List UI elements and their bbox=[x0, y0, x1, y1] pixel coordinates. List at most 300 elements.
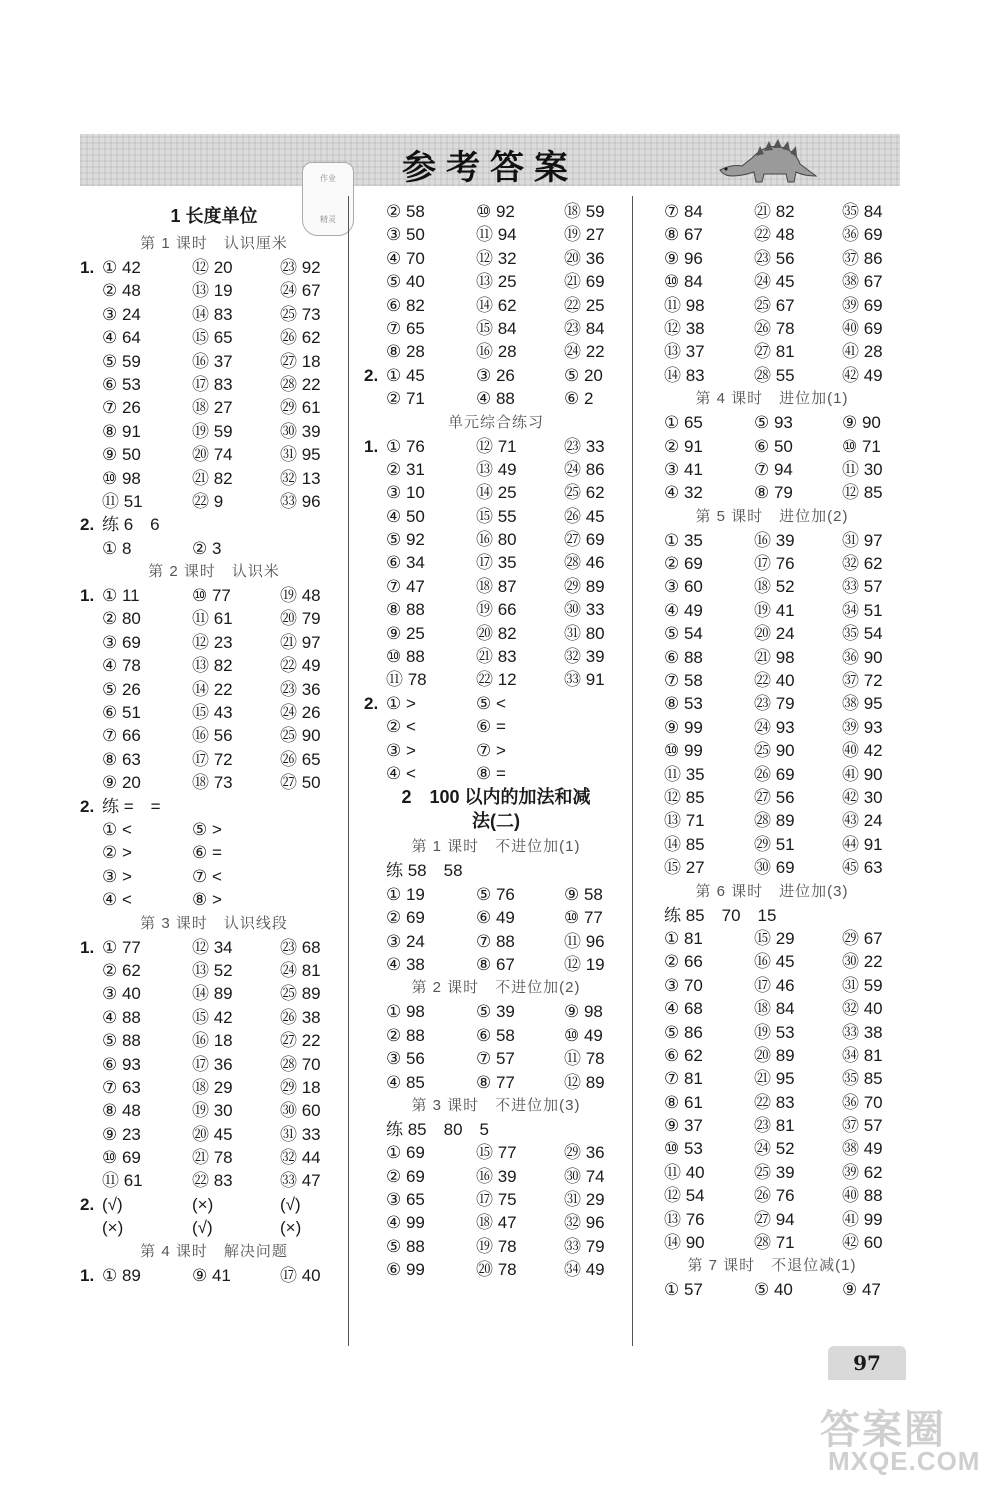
answer-row bbox=[80, 936, 348, 959]
answer-row bbox=[80, 748, 348, 771]
answer-item: ㉗ 81 bbox=[754, 342, 795, 362]
question-number: 2. bbox=[80, 796, 95, 816]
answer-item: ㉒ 12 bbox=[476, 670, 517, 690]
answer-item: ㉚ 69 bbox=[754, 858, 795, 878]
answer-item: ㉝ 91 bbox=[564, 670, 605, 690]
answer-row bbox=[80, 373, 348, 396]
question-number: 1. bbox=[80, 586, 95, 606]
answer-item: ⑬ 25 bbox=[476, 272, 517, 292]
answer-row bbox=[80, 1264, 348, 1287]
answer-row bbox=[80, 841, 348, 864]
answer-item: ㊹ 91 bbox=[842, 834, 883, 854]
answer-item: ㉒ 48 bbox=[754, 225, 795, 245]
answer-item: ⑨ 37 bbox=[664, 1116, 703, 1136]
answer-item: ㉑ 97 bbox=[280, 632, 321, 652]
answer-item: ㊲ 57 bbox=[842, 1116, 883, 1136]
answer-item: ⑦ > bbox=[476, 740, 506, 760]
answer-item: ㉓ 56 bbox=[754, 248, 795, 268]
answer-item: ⑪ 96 bbox=[564, 931, 605, 951]
answer-row bbox=[364, 1188, 628, 1211]
answer-item: ⑯ 80 bbox=[476, 530, 517, 550]
answer-item: ⑩ 77 bbox=[192, 586, 231, 606]
answer-row bbox=[364, 247, 628, 270]
answer-item: ⑮ 27 bbox=[664, 858, 705, 878]
answer-item: ⑤ 93 bbox=[754, 413, 793, 433]
answer-item: ⑳ 79 bbox=[280, 609, 321, 629]
answer-item: ㉑ 95 bbox=[754, 1069, 795, 1089]
answer-item: ㊴ 62 bbox=[842, 1162, 883, 1182]
answer-row bbox=[364, 1211, 628, 1234]
answer-item: ㉚ 74 bbox=[564, 1166, 605, 1186]
answer-item: ⑩ 88 bbox=[386, 647, 425, 667]
answer-item: 练 6 6 bbox=[102, 515, 160, 535]
answer-item: ⑧ 77 bbox=[476, 1072, 515, 1092]
answer-item: ① < bbox=[102, 819, 132, 839]
answer-item: ⑫ 38 bbox=[664, 318, 705, 338]
answer-item: ⑨ 50 bbox=[102, 445, 141, 465]
question-number: 2. bbox=[364, 365, 379, 385]
answer-item: ㉚ 22 bbox=[842, 952, 883, 972]
answer-row bbox=[364, 1000, 628, 1023]
answer-item: ㊲ 72 bbox=[842, 671, 883, 691]
answer-item: ② 88 bbox=[386, 1025, 425, 1045]
answer-item: ⑩ 92 bbox=[476, 202, 515, 221]
answer-item: ② 62 bbox=[102, 960, 141, 980]
answer-item: ⑥ 88 bbox=[664, 647, 703, 667]
question-number: 2. bbox=[364, 693, 379, 713]
answer-item: ④ 70 bbox=[386, 248, 425, 268]
answer-item: ⑦ 81 bbox=[664, 1069, 703, 1089]
answer-item: ③ 41 bbox=[664, 459, 703, 479]
answer-item: ㉔ 52 bbox=[754, 1139, 795, 1159]
answer-row bbox=[642, 692, 902, 715]
answer-row bbox=[364, 340, 628, 363]
answer-item: ⑲ 41 bbox=[754, 600, 795, 620]
answer-item: ⑳ 78 bbox=[476, 1260, 517, 1280]
answer-row bbox=[642, 1184, 902, 1207]
answer-item: ⑨ 47 bbox=[842, 1280, 881, 1300]
answer-row bbox=[80, 1216, 348, 1239]
answer-item: ㉟ 85 bbox=[842, 1069, 883, 1089]
answer-item: ⑤ 26 bbox=[102, 679, 141, 699]
answer-item: ㉟ 84 bbox=[842, 202, 883, 221]
answer-item: ㊺ 63 bbox=[842, 858, 883, 878]
answer-item: ㉖ 45 bbox=[564, 506, 605, 526]
answer-item: ㉑ 98 bbox=[754, 647, 795, 667]
answer-item: ㉖ 69 bbox=[754, 764, 795, 784]
answer-item: ⑬ 52 bbox=[192, 960, 233, 980]
answer-item: ㉔ 86 bbox=[564, 459, 605, 479]
answer-item: ⑦ 57 bbox=[476, 1049, 515, 1069]
answer-row bbox=[642, 1208, 902, 1231]
answer-item: ② 48 bbox=[102, 281, 141, 301]
answer-item: ⑧ 61 bbox=[664, 1092, 703, 1112]
section-title-line: 2 100 以内的加法和减 bbox=[401, 787, 591, 808]
answer-row bbox=[642, 1044, 902, 1067]
question-number: 2. bbox=[80, 515, 95, 535]
question-number: 1. bbox=[80, 1265, 95, 1285]
answer-row bbox=[642, 364, 902, 387]
answer-item: ㉒ 40 bbox=[754, 671, 795, 691]
answer-item: ⑦ 94 bbox=[754, 459, 793, 479]
answer-item: (×) bbox=[280, 1218, 302, 1238]
answer-item: ⑰ 76 bbox=[754, 554, 795, 574]
answer-row bbox=[364, 762, 628, 785]
answer-item: ⑯ 18 bbox=[192, 1031, 233, 1051]
answer-item: ④ 99 bbox=[386, 1213, 425, 1233]
answer-row bbox=[364, 458, 628, 481]
answer-item: ⑨ 90 bbox=[842, 413, 881, 433]
page-number: 97 bbox=[828, 1346, 906, 1380]
answer-row bbox=[642, 1161, 902, 1184]
answer-item: ⑭ 90 bbox=[664, 1233, 705, 1253]
answer-row bbox=[80, 467, 348, 490]
answer-item: (√) bbox=[102, 1194, 123, 1214]
answer-item: ⑦ 58 bbox=[664, 671, 703, 691]
answer-item: ④ 78 bbox=[102, 656, 141, 676]
answer-item: ⑯ 28 bbox=[476, 342, 517, 362]
answer-item: ㉓ 79 bbox=[754, 694, 795, 714]
answer-item: ㉞ 81 bbox=[842, 1045, 883, 1065]
answer-item: ⑤ 54 bbox=[664, 624, 703, 644]
answer-item: ⑭ 85 bbox=[664, 834, 705, 854]
answer-item: ⑪ 98 bbox=[664, 295, 705, 315]
answer-row bbox=[80, 279, 348, 302]
answer-item: ㉒ 83 bbox=[754, 1092, 795, 1112]
answer-item: ⑦ 88 bbox=[476, 931, 515, 951]
answer-item: ㊶ 99 bbox=[842, 1209, 883, 1229]
answer-row bbox=[364, 435, 628, 458]
answer-item: ㊷ 49 bbox=[842, 365, 883, 385]
answer-item: ⑲ 48 bbox=[280, 586, 321, 606]
answer-row bbox=[642, 622, 902, 645]
answer-item: ⑥ 51 bbox=[102, 703, 141, 723]
answer-item: 练 58 58 bbox=[386, 861, 463, 881]
answer-item: ⑱ 73 bbox=[192, 773, 233, 793]
lesson-heading: 第 1 课时 不进位加(1) bbox=[411, 838, 581, 856]
answer-item: ㉑ 82 bbox=[192, 468, 233, 488]
answer-item: 练 85 80 5 bbox=[386, 1119, 489, 1139]
answer-row bbox=[80, 513, 348, 536]
answer-row bbox=[642, 809, 902, 832]
answer-item: ㉜ 96 bbox=[564, 1213, 605, 1233]
answer-row bbox=[642, 1231, 902, 1254]
answer-item: ⑭ 89 bbox=[192, 984, 233, 1004]
answer-item: ③ 26 bbox=[476, 365, 515, 385]
question-number: 1. bbox=[80, 258, 95, 277]
answer-item: ② > bbox=[102, 843, 132, 863]
watermark-url: MXQE.COM bbox=[828, 1446, 981, 1476]
answer-item: ㊷ 30 bbox=[842, 787, 883, 807]
answer-row bbox=[80, 1146, 348, 1169]
answer-item: ⑥ 99 bbox=[386, 1260, 425, 1280]
answer-item: ⑥ = bbox=[476, 717, 506, 737]
lesson-heading: 第 4 课时 进位加(1) bbox=[695, 390, 849, 408]
answer-item: ⑲ 59 bbox=[192, 421, 233, 441]
answer-item: ⑦ 26 bbox=[102, 398, 141, 418]
answer-item: ⑬ 49 bbox=[476, 459, 517, 479]
lesson-heading: 第 1 课时 认识厘米 bbox=[140, 235, 288, 252]
answer-item: ① 89 bbox=[102, 1265, 141, 1285]
answer-item: ㉖ 76 bbox=[754, 1186, 795, 1206]
answer-item: ㉘ 70 bbox=[280, 1054, 321, 1074]
answer-item: ⑱ 59 bbox=[564, 202, 605, 221]
answer-item: ① 65 bbox=[664, 413, 703, 433]
answer-item: ⑪ 35 bbox=[664, 764, 705, 784]
answer-item: ⑳ 45 bbox=[192, 1124, 233, 1144]
answer-item: ⑧ 67 bbox=[476, 954, 515, 974]
answer-item: ⑪ 78 bbox=[386, 670, 427, 690]
answer-item: ⑨ 25 bbox=[386, 623, 425, 643]
answer-row bbox=[364, 715, 628, 738]
answer-item: (√) bbox=[192, 1218, 213, 1238]
answer-item: ⑥ 34 bbox=[386, 553, 425, 573]
answer-row bbox=[80, 1193, 348, 1216]
answer-row bbox=[364, 1118, 628, 1141]
answer-item: ④ 49 bbox=[664, 600, 703, 620]
answer-item: ⑳ 89 bbox=[754, 1045, 795, 1065]
lesson-heading: 第 2 课时 不进位加(2) bbox=[411, 979, 581, 997]
answer-item: ⑳ 74 bbox=[192, 445, 233, 465]
answer-item: ㉕ 39 bbox=[754, 1162, 795, 1182]
answer-item: ③ 65 bbox=[386, 1190, 425, 1210]
answer-item: ㊷ 60 bbox=[842, 1233, 883, 1253]
answer-row bbox=[642, 200, 902, 223]
answer-item: ⑤ > bbox=[192, 819, 222, 839]
answer-item: ⑥ 49 bbox=[476, 908, 515, 928]
answer-item: ⑩ 84 bbox=[664, 272, 703, 292]
answer-row bbox=[364, 551, 628, 574]
answer-item: ⑰ 35 bbox=[476, 553, 517, 573]
answer-item: ⑯ 37 bbox=[192, 351, 233, 371]
answer-item: ⑩ 49 bbox=[564, 1025, 603, 1045]
answer-row bbox=[80, 326, 348, 349]
answer-item: ① 35 bbox=[664, 530, 703, 550]
answer-row bbox=[364, 223, 628, 246]
answer-item: ① 19 bbox=[386, 884, 425, 904]
answer-item: ㉖ 65 bbox=[280, 749, 321, 769]
answer-item: ㉕ 89 bbox=[280, 984, 321, 1004]
answer-item: ⑫ 54 bbox=[664, 1186, 705, 1206]
answer-row bbox=[364, 930, 628, 953]
answer-item: ㊶ 28 bbox=[842, 342, 883, 362]
answer-item: ⑮ 29 bbox=[754, 928, 795, 948]
answer-item: ㉜ 13 bbox=[280, 468, 321, 488]
answer-item: ④ 88 bbox=[102, 1007, 141, 1027]
answer-item: ㊶ 90 bbox=[842, 764, 883, 784]
question-number: 1. bbox=[80, 937, 95, 957]
answer-item: (×) bbox=[102, 1218, 124, 1238]
answer-row bbox=[80, 724, 348, 747]
answer-item: ⑤ 39 bbox=[476, 1002, 515, 1022]
watermark-logo: 答案圈 bbox=[820, 1408, 946, 1452]
answer-row bbox=[80, 1099, 348, 1122]
section-title-line: 法(二) bbox=[472, 811, 520, 832]
answer-item: ㉔ 26 bbox=[280, 703, 321, 723]
answer-row bbox=[80, 1076, 348, 1099]
answer-row bbox=[642, 950, 902, 973]
answer-row bbox=[80, 607, 348, 630]
answer-column-2 bbox=[364, 200, 628, 1282]
answer-item: ⑪ 30 bbox=[842, 459, 883, 479]
answer-row bbox=[80, 818, 348, 841]
answer-item: ⑮ 43 bbox=[192, 703, 233, 723]
answer-item: ㉟ 54 bbox=[842, 624, 883, 644]
answer-item: ㉓ 84 bbox=[564, 318, 605, 338]
answer-row bbox=[364, 692, 628, 715]
stamp-top-text: 作业 bbox=[320, 174, 336, 183]
answer-item: ⑨ 96 bbox=[664, 248, 703, 268]
answer-item: ⑰ 40 bbox=[280, 1265, 321, 1285]
answer-row bbox=[364, 317, 628, 340]
answer-item: ㊱ 70 bbox=[842, 1092, 883, 1112]
answer-item: ⑤ 20 bbox=[564, 365, 603, 385]
answer-row bbox=[364, 200, 628, 223]
answer-item: ② < bbox=[386, 717, 416, 737]
answer-row bbox=[80, 420, 348, 443]
answer-row bbox=[80, 1029, 348, 1052]
answer-row bbox=[364, 1165, 628, 1188]
answer-item: ⑧ 53 bbox=[664, 694, 703, 714]
answer-item: ⑰ 46 bbox=[754, 975, 795, 995]
answer-item: ⑦ 65 bbox=[386, 318, 425, 338]
answer-item: ⑥ 58 bbox=[476, 1025, 515, 1045]
answer-item: ㉜ 44 bbox=[280, 1148, 321, 1168]
answer-item: ⑪ 61 bbox=[192, 609, 233, 629]
page-title: 参考答案 bbox=[402, 148, 578, 188]
dinosaur-icon bbox=[712, 136, 822, 186]
answer-item: ④ < bbox=[102, 890, 132, 910]
answer-item: ⑯ 45 bbox=[754, 952, 795, 972]
answer-row bbox=[642, 270, 902, 293]
answer-item: ㊴ 93 bbox=[842, 717, 883, 737]
answer-item: ① 57 bbox=[664, 1280, 703, 1300]
answer-item: ⑲ 27 bbox=[564, 225, 605, 245]
answer-item: ㉓ 36 bbox=[280, 679, 321, 699]
answer-row bbox=[642, 435, 902, 458]
answer-item: ㉒ 83 bbox=[192, 1171, 233, 1191]
answer-item: ⑤ 92 bbox=[386, 530, 425, 550]
answer-item: ㊱ 90 bbox=[842, 647, 883, 667]
answer-row bbox=[364, 645, 628, 668]
answer-item: ㉔ 22 bbox=[564, 342, 605, 362]
answer-item: ⑨ 99 bbox=[664, 717, 703, 737]
answer-item: ⑯ 56 bbox=[192, 726, 233, 746]
answer-row bbox=[364, 1258, 628, 1281]
answer-item: ② 31 bbox=[386, 459, 425, 479]
answer-row bbox=[642, 833, 902, 856]
answer-item: ㉖ 78 bbox=[754, 318, 795, 338]
answer-item: ① 42 bbox=[102, 258, 141, 277]
answer-row bbox=[80, 1169, 348, 1192]
answer-item: ③ > bbox=[386, 740, 416, 760]
answer-item: ⑱ 87 bbox=[476, 576, 517, 596]
answer-row bbox=[364, 1071, 628, 1094]
answer-item: ⑰ 75 bbox=[476, 1190, 517, 1210]
answer-row bbox=[364, 528, 628, 551]
answer-item: ⑬ 82 bbox=[192, 656, 233, 676]
answer-row bbox=[80, 350, 348, 373]
answer-item: ㉒ 49 bbox=[280, 656, 321, 676]
answer-row bbox=[642, 1021, 902, 1044]
answer-item: ⑦ 84 bbox=[664, 202, 703, 221]
answer-item: (×) bbox=[192, 1194, 214, 1214]
answer-item: ⑧ = bbox=[476, 763, 506, 783]
answer-row bbox=[642, 739, 902, 762]
answer-item: ④ 38 bbox=[386, 954, 425, 974]
answer-item: ③ 50 bbox=[386, 225, 425, 245]
answer-item: ㉓ 68 bbox=[280, 937, 321, 957]
answer-item: ⑯ 39 bbox=[476, 1166, 517, 1186]
answer-item: ㊳ 67 bbox=[842, 272, 883, 292]
answer-item: ㉒ 25 bbox=[564, 295, 605, 315]
answer-row bbox=[642, 997, 902, 1020]
answer-item: ㉙ 67 bbox=[842, 928, 883, 948]
answer-row bbox=[642, 763, 902, 786]
answer-item: ⑧ 88 bbox=[386, 600, 425, 620]
answer-column-3 bbox=[642, 200, 902, 1302]
answer-item: ⑭ 83 bbox=[192, 304, 233, 324]
answer-row bbox=[80, 888, 348, 911]
answer-item: ㉛ 95 bbox=[280, 445, 321, 465]
answer-item: ㊸ 24 bbox=[842, 811, 883, 831]
answer-item: ⑮ 55 bbox=[476, 506, 517, 526]
answer-item: ㉒ 9 bbox=[192, 491, 224, 511]
answer-item: ⑥ 2 bbox=[564, 389, 594, 409]
answer-item: ㉝ 47 bbox=[280, 1171, 321, 1191]
answer-item: ③ 69 bbox=[102, 632, 141, 652]
answer-item: ① 77 bbox=[102, 937, 141, 957]
answer-item: ㉕ 90 bbox=[754, 741, 795, 761]
answer-item: ㉓ 81 bbox=[754, 1116, 795, 1136]
answer-row bbox=[80, 490, 348, 513]
answer-row bbox=[642, 646, 902, 669]
answer-item: ⑤ 40 bbox=[386, 272, 425, 292]
answer-item: (√) bbox=[280, 1194, 301, 1214]
answer-item: ⑧ > bbox=[192, 890, 222, 910]
answer-item: ⑦ < bbox=[192, 866, 222, 886]
answer-item: ⑫ 32 bbox=[476, 248, 517, 268]
answer-item: ② 71 bbox=[386, 389, 425, 409]
answer-item: ① 76 bbox=[386, 436, 425, 456]
answer-item: ⑩ 53 bbox=[664, 1139, 703, 1159]
answer-item: ㉑ 82 bbox=[754, 202, 795, 221]
answer-item: ⑧ 91 bbox=[102, 421, 141, 441]
answer-item: ⑫ 71 bbox=[476, 436, 517, 456]
answer-row bbox=[642, 904, 902, 927]
lesson-heading: 第 7 课时 不退位减(1) bbox=[687, 1257, 857, 1275]
answer-item: ⑨ 41 bbox=[192, 1265, 231, 1285]
answer-item: ② 66 bbox=[664, 952, 703, 972]
answer-item: ㉕ 67 bbox=[754, 295, 795, 315]
answer-item: ⑫ 19 bbox=[564, 954, 605, 974]
answer-item: ㉗ 50 bbox=[280, 773, 321, 793]
answer-item: ④ 50 bbox=[386, 506, 425, 526]
lesson-heading: 第 4 课时 解决问题 bbox=[140, 1242, 288, 1260]
answer-item: ㊱ 69 bbox=[842, 225, 883, 245]
answer-item: ⑧ 79 bbox=[754, 483, 793, 503]
answer-item: ⑫ 20 bbox=[192, 258, 233, 277]
answer-row bbox=[364, 1235, 628, 1258]
answer-item: ㉛ 97 bbox=[842, 530, 883, 550]
answer-item: ㊳ 95 bbox=[842, 694, 883, 714]
answer-row bbox=[364, 953, 628, 976]
answer-item: ④ 64 bbox=[102, 328, 141, 348]
answer-item: ㉘ 46 bbox=[564, 553, 605, 573]
answer-item: ⑤ 40 bbox=[754, 1280, 793, 1300]
lesson-heading: 单元综合练习 bbox=[447, 413, 544, 431]
answer-item: ⑦ 63 bbox=[102, 1077, 141, 1097]
